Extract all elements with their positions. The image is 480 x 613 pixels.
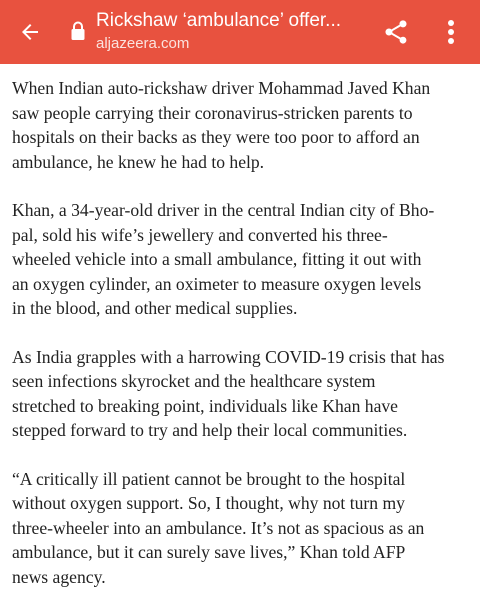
- article-line: When Indian auto-rickshaw driver Mohammad Javed Khan: [12, 78, 431, 98]
- article-line: in the blood, and other medical supplies.: [12, 298, 298, 318]
- article-line: an oxygen cylinder, an oximeter to measure oxygen levels: [12, 273, 422, 294]
- article-line: As India grapples with a harrowing COVID-19 crisis that has: [12, 346, 445, 367]
- article-line: ambulance, he knew he had to help.: [12, 151, 265, 172]
- page-title[interactable]: Rickshaw ‘ambulance’ offer...: [96, 10, 342, 31]
- article-paragraph: [12, 467, 472, 590]
- article-paragraph: [12, 76, 472, 174]
- back-button[interactable]: [14, 16, 46, 48]
- article-line: without oxygen support. So, I thought, why not turn my: [12, 493, 405, 513]
- article-body: [12, 76, 472, 613]
- article-line: pal, sold his wife’s jewellery and converted his three-: [12, 224, 388, 245]
- share-button[interactable]: [378, 14, 414, 50]
- article-line: hospitals on their backs as they were too poor to afford an: [12, 127, 420, 147]
- article-line: ambulance, but it can surely save lives,” Khan told AFP: [12, 542, 406, 562]
- lock-icon: [70, 21, 86, 41]
- article-line: seen infections skyrocket and the healthcare system: [12, 371, 376, 391]
- article-line: three-wheeler into an ambulance. It’s not as spacious as an: [12, 517, 425, 538]
- article-line: Khan, a 34-year-old driver in the central Indian city of Bho-: [12, 200, 435, 220]
- share-icon: [382, 18, 410, 46]
- article-line: wheeled vehicle into a small ambulance, fitting it out with: [12, 249, 422, 269]
- arrow-left-icon: [18, 20, 42, 44]
- article-line: “A critically ill patient cannot be brought to the hospital: [12, 468, 406, 489]
- article-line: saw people carrying their coronavirus-stricken parents to: [12, 102, 413, 123]
- article-line: stretched to breaking point, individuals like Khan have: [12, 395, 398, 416]
- more-vertical-icon: [447, 19, 455, 45]
- article-paragraph: [12, 345, 472, 443]
- browser-top-bar: [0, 0, 480, 64]
- article-line: news agency.: [12, 566, 106, 587]
- article-line: stepped forward to try and help their local communities.: [12, 420, 408, 440]
- article-paragraph: [12, 198, 472, 321]
- page-domain[interactable]: aljazeera.com: [96, 35, 190, 52]
- more-options-button[interactable]: [436, 14, 466, 50]
